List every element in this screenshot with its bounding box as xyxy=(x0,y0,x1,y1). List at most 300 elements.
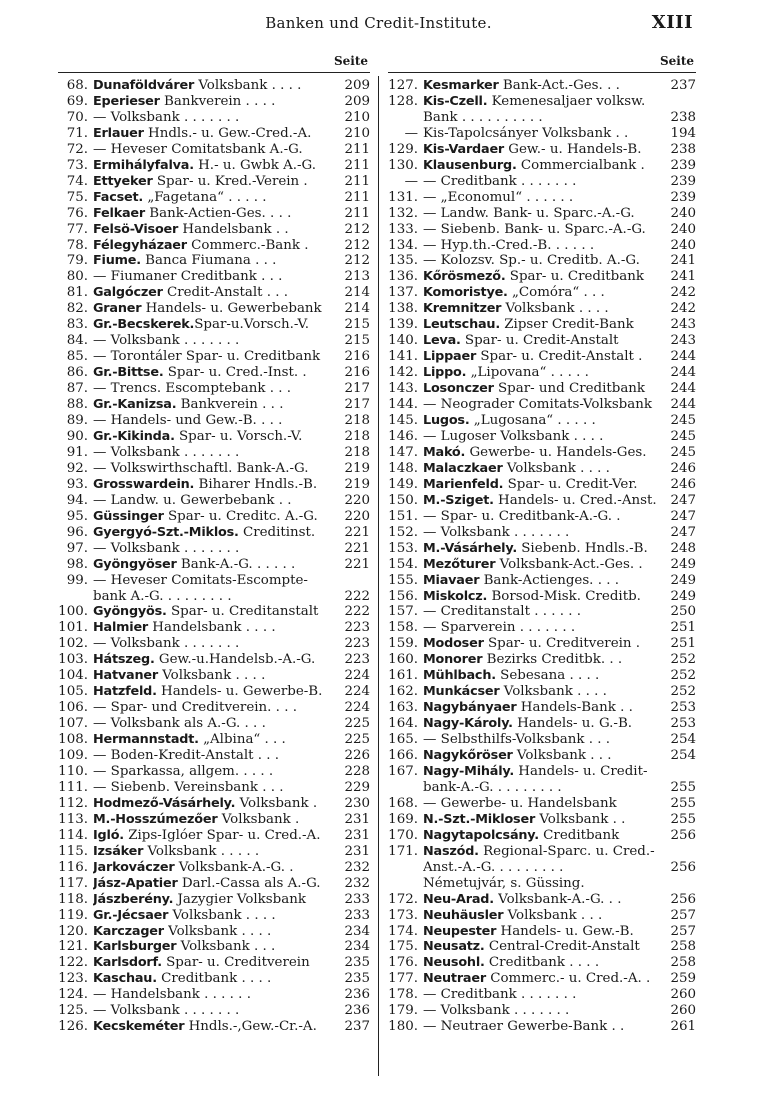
entry-institution: Volksbank . . . xyxy=(503,907,603,923)
entry-institution: Handelsbank . . . . xyxy=(148,620,276,636)
index-entry xyxy=(388,206,696,222)
entry-page: 218 xyxy=(344,428,370,444)
index-entry xyxy=(388,525,696,541)
entry-text xyxy=(93,317,338,333)
entry-place: Nagy-Mihály. xyxy=(423,763,515,779)
entry-text xyxy=(423,908,664,924)
entry-text xyxy=(93,668,338,684)
entry-place: Miavaer xyxy=(423,572,480,588)
entry-text xyxy=(423,477,664,493)
index-entry xyxy=(58,700,370,716)
entry-text xyxy=(93,333,338,349)
entry-number: 101. xyxy=(58,620,88,636)
entry-page: 251 xyxy=(670,620,696,636)
entry-number: 180. xyxy=(388,1019,418,1035)
entry-number: 120. xyxy=(58,923,88,939)
index-entry xyxy=(58,732,370,748)
entry-place: Jarkováczer xyxy=(93,859,175,875)
entry-text xyxy=(423,1003,664,1019)
entry-text xyxy=(93,636,338,652)
entry-institution: Spar- u. Creditverein . xyxy=(483,636,641,652)
entry-text xyxy=(93,349,338,365)
index-entry xyxy=(58,924,370,940)
entry-page: 255 xyxy=(670,779,696,795)
entry-number: 160. xyxy=(388,652,418,668)
entry-text xyxy=(93,285,338,301)
entry-place: Lugos. xyxy=(423,413,470,429)
entry-place: Jász-Apatier xyxy=(93,875,178,891)
entry-institution: Bankverein . . . . xyxy=(159,93,276,109)
entry-page: 253 xyxy=(670,700,696,716)
entry-number: 164. xyxy=(388,716,418,732)
right-column xyxy=(388,54,696,1074)
entry-page: 243 xyxy=(670,333,696,349)
entry-place: Gyöngyöser xyxy=(93,556,177,572)
index-entry xyxy=(388,604,696,620)
entry-page: 244 xyxy=(670,381,696,397)
entry-page: 231 xyxy=(344,811,370,827)
entry-place: Miskolcz. xyxy=(423,588,488,604)
entry-institution: Commerc.-Bank . xyxy=(186,237,309,253)
entry-institution: Volksbank . . . xyxy=(512,748,612,764)
entry-page: 238 xyxy=(670,141,696,157)
entry-page: 231 xyxy=(344,827,370,843)
entry-institution: Creditbank xyxy=(538,827,620,843)
entry-text xyxy=(423,1019,664,1035)
entry-text xyxy=(423,700,664,716)
entry-text xyxy=(423,94,664,110)
entry-page: 261 xyxy=(670,1019,696,1035)
entry-institution: Kis-Tapolcsányer Volksbank . . xyxy=(423,125,629,141)
entry-institution: Handels- u. Gew.-B. xyxy=(496,923,634,939)
entry-text xyxy=(93,860,338,876)
entry-institution: — Siebenb. Vereinsbank . . . xyxy=(93,779,284,795)
entry-place: Marienfeld. xyxy=(423,476,504,492)
entry-institution: Volksbank . . . . xyxy=(501,301,609,317)
entry-institution: — Volksbank . . . . . . . xyxy=(93,1003,240,1019)
index-entry xyxy=(58,238,370,254)
entry-text xyxy=(423,397,664,413)
entry-page: 248 xyxy=(670,540,696,556)
entry-number: 82. xyxy=(66,301,88,317)
entry-place: Modoser xyxy=(423,636,484,652)
index-entry xyxy=(58,94,370,110)
entry-text xyxy=(423,636,664,652)
index-entry xyxy=(388,541,696,557)
entry-text xyxy=(423,939,664,955)
index-entry xyxy=(388,333,696,349)
entry-page: 226 xyxy=(344,748,370,764)
entry-page: 239 xyxy=(670,173,696,189)
index-entry xyxy=(388,828,696,844)
entry-page: 240 xyxy=(670,221,696,237)
entry-text xyxy=(93,445,338,461)
entry-text xyxy=(93,206,338,222)
entry-number: 81. xyxy=(66,285,88,301)
entry-text xyxy=(423,876,664,892)
index-entry xyxy=(388,589,696,605)
index-entry xyxy=(388,461,696,477)
column-divider xyxy=(378,76,379,1076)
entry-number: 173. xyxy=(388,907,418,923)
entry-number: 76. xyxy=(66,205,88,221)
entry-text xyxy=(93,142,338,158)
index-entry xyxy=(58,764,370,780)
entry-page: 236 xyxy=(344,1003,370,1019)
entry-institution: — Lugoser Volksbank . . . . xyxy=(423,428,604,444)
entry-place: Kaschau. xyxy=(93,971,157,987)
entry-institution: Spar- u. Credit-Anstalt xyxy=(460,333,619,349)
index-entry xyxy=(58,1019,370,1035)
entry-institution: Bank-Actien-Ges. . . . xyxy=(145,205,292,221)
entry-place: Nagy-Károly. xyxy=(423,716,513,732)
entry-institution: — Volksbank . . . . . . . xyxy=(93,333,240,349)
entry-number: 126. xyxy=(58,1019,88,1035)
entry-page: 223 xyxy=(344,652,370,668)
index-entry xyxy=(388,190,696,206)
entry-institution: Anst.-A.-G. . . . . . . . . xyxy=(423,859,564,875)
entry-institution: Spar- u. Vorsch.-V. xyxy=(174,428,303,444)
index-entry xyxy=(58,780,370,796)
entry-text xyxy=(93,987,338,1003)
entry-place: Felsö-Visoer xyxy=(93,221,179,237)
entry-text xyxy=(423,796,664,812)
entry-institution: Hndls.- u. Gew.-Cred.-A. xyxy=(143,125,312,141)
entry-institution: Németujvár, s. Güssing. xyxy=(423,875,585,891)
index-entry xyxy=(58,397,370,413)
index-entry xyxy=(388,94,696,110)
entry-page: 216 xyxy=(344,349,370,365)
entry-text xyxy=(423,541,664,557)
index-entry xyxy=(388,987,696,1003)
entry-institution: Volksbank . . xyxy=(535,811,626,827)
index-entry xyxy=(388,971,696,987)
entry-institution: Creditinst. xyxy=(238,524,316,540)
entry-text xyxy=(93,955,338,971)
index-entry xyxy=(58,285,370,301)
entry-number: 150. xyxy=(388,492,418,508)
entry-institution: Volksbank . . . . xyxy=(163,923,272,939)
entry-institution: — Handelsbank . . . . . . xyxy=(93,987,251,1003)
entry-number: 96. xyxy=(66,524,88,540)
entry-number: 152. xyxy=(388,524,418,540)
entry-number: 118. xyxy=(58,891,88,907)
entry-place: Lippo. xyxy=(423,365,467,381)
entry-institution: „Lugosana“ . . . . . xyxy=(469,413,596,429)
entry-number: 172. xyxy=(388,891,418,907)
index-entry xyxy=(58,365,370,381)
entry-number: 69. xyxy=(66,93,88,109)
entry-institution: — Kolozsv. Sp.- u. Creditb. A.-G. xyxy=(423,253,640,269)
entry-number: 98. xyxy=(66,556,88,572)
entry-number: 88. xyxy=(66,397,88,413)
entry-number: 112. xyxy=(58,795,88,811)
index-entry xyxy=(388,716,696,732)
entry-text xyxy=(423,206,664,222)
entry-place: Gr.-Kanizsa. xyxy=(93,397,177,413)
index-entry xyxy=(388,493,696,509)
entry-page: 252 xyxy=(670,684,696,700)
entry-text xyxy=(93,844,338,860)
entry-page: 238 xyxy=(670,109,696,125)
entry-number: 102. xyxy=(58,636,88,652)
index-entry xyxy=(58,1003,370,1019)
entry-institution: — Volksbank . . . . . . . xyxy=(423,524,570,540)
entry-page: 216 xyxy=(344,365,370,381)
entry-place: Neu-Arad. xyxy=(423,891,494,907)
entry-text xyxy=(423,142,664,158)
entry-page: 244 xyxy=(670,365,696,381)
entry-place: Eperieser xyxy=(93,93,160,109)
entry-text xyxy=(93,748,338,764)
entry-institution: Spar- u. Cred.-Inst. . xyxy=(163,365,307,381)
entry-number: 169. xyxy=(388,811,418,827)
entry-text xyxy=(423,285,664,301)
entry-place: Erlauer xyxy=(93,125,144,141)
entry-number: 158. xyxy=(388,620,418,636)
entry-page: 253 xyxy=(670,716,696,732)
entry-number: 155. xyxy=(388,572,418,588)
entry-text xyxy=(93,365,338,381)
entry-text xyxy=(93,174,338,190)
entry-text xyxy=(93,557,338,573)
entry-page: 217 xyxy=(344,397,370,413)
entry-text xyxy=(423,190,664,206)
index-entry xyxy=(58,78,370,94)
entry-text xyxy=(423,461,664,477)
entry-page: 210 xyxy=(344,125,370,141)
entry-page: 214 xyxy=(344,285,370,301)
entry-number: 178. xyxy=(388,987,418,1003)
entry-text xyxy=(93,493,338,509)
entry-page: 211 xyxy=(344,157,370,173)
entry-institution: Volksbank . . . . xyxy=(502,460,610,476)
entry-number: 151. xyxy=(388,508,418,524)
entry-page: 259 xyxy=(670,971,696,987)
entry-institution: Handels- u. Cred.-Anst. xyxy=(493,492,657,508)
entry-text xyxy=(423,349,664,365)
entry-institution: — „Economul“ . . . . . . xyxy=(423,189,574,205)
entry-institution: Volksbank . . . . xyxy=(194,78,302,93)
entry-number: 104. xyxy=(58,668,88,684)
entry-page: 221 xyxy=(344,524,370,540)
entry-text xyxy=(93,716,338,732)
entry-institution: Spar- u. Credit-Ver. xyxy=(503,476,638,492)
entry-place: Fiume. xyxy=(93,253,141,269)
entry-page: 245 xyxy=(670,444,696,460)
index-entry xyxy=(388,477,696,493)
entry-institution: Creditbank . . . . xyxy=(484,955,600,971)
entry-institution: — Volksbank . . . . . . . xyxy=(93,540,240,556)
entry-number: 106. xyxy=(58,700,88,716)
entry-page: 211 xyxy=(344,141,370,157)
entry-number: 156. xyxy=(388,588,418,604)
entry-page: 212 xyxy=(344,253,370,269)
entry-institution: Volksbank-A.-G. . . xyxy=(493,891,622,907)
index-entry xyxy=(388,285,696,301)
entry-institution: Hndls.-,Gew.-Cr.-A. xyxy=(184,1019,317,1035)
entry-institution: Bezirks Creditbk. . . xyxy=(482,652,623,668)
entry-page: 219 xyxy=(344,460,370,476)
entry-page: 240 xyxy=(670,237,696,253)
index-entry xyxy=(388,908,696,924)
index-entry xyxy=(58,828,370,844)
entry-text xyxy=(93,780,338,796)
entry-institution: Commerc.- u. Cred.-A. . xyxy=(485,971,651,987)
index-entry xyxy=(58,748,370,764)
entry-place: Nagybányaer xyxy=(423,700,517,716)
index-entry xyxy=(388,892,696,908)
entry-text xyxy=(423,764,664,780)
entry-place: Naszód. xyxy=(423,843,479,859)
seite-label: Seite xyxy=(58,54,370,73)
index-entry xyxy=(388,636,696,652)
entry-text xyxy=(93,190,338,206)
entry-institution: Spar- u. Creditbank xyxy=(505,269,644,285)
entry-number: 175. xyxy=(388,939,418,955)
entry-institution: Credit-Anstalt . . . xyxy=(162,285,289,301)
entry-text xyxy=(93,908,338,924)
index-entry xyxy=(388,732,696,748)
index-entry xyxy=(388,365,696,381)
entry-institution: Spar- u. Credit-Anstalt . xyxy=(476,349,643,365)
entry-number: 86. xyxy=(66,365,88,381)
entry-page: 231 xyxy=(344,843,370,859)
entry-page: 233 xyxy=(344,907,370,923)
entry-number: 137. xyxy=(388,285,418,301)
entry-page: 256 xyxy=(670,827,696,843)
entry-place: Grosswardein. xyxy=(93,476,195,492)
entry-place: M.-Vásárhely. xyxy=(423,540,517,556)
entry-text xyxy=(93,238,338,254)
entry-number: 97. xyxy=(66,540,88,556)
index-entry xyxy=(58,110,370,126)
index-entry xyxy=(58,860,370,876)
entry-text xyxy=(423,525,664,541)
entry-number: 133. xyxy=(388,221,418,237)
entry-institution: Spar- u. Kred.-Verein . xyxy=(152,173,308,189)
entry-page: 255 xyxy=(670,811,696,827)
entry-number: — xyxy=(404,125,418,141)
entry-place: Mühlbach. xyxy=(423,668,496,684)
index-entry xyxy=(58,477,370,493)
entry-text xyxy=(93,652,338,668)
entry-number: 105. xyxy=(58,684,88,700)
entry-page: 244 xyxy=(670,397,696,413)
index-entry xyxy=(388,939,696,955)
entry-institution: — Heveser Comitats-Escompte- xyxy=(93,572,308,588)
entry-number: 119. xyxy=(58,907,88,923)
entry-page: 225 xyxy=(344,716,370,732)
entry-text xyxy=(423,174,664,190)
entry-text xyxy=(423,748,664,764)
entry-page: 237 xyxy=(344,1019,370,1035)
entry-number: 122. xyxy=(58,955,88,971)
entry-institution: — Spar- und Creditverein. . . . xyxy=(93,700,297,716)
index-entry xyxy=(58,445,370,461)
entry-number: 148. xyxy=(388,460,418,476)
entry-page: 215 xyxy=(344,317,370,333)
entry-text xyxy=(423,828,664,844)
entry-text xyxy=(423,253,664,269)
entry-place: Karczager xyxy=(93,923,164,939)
entry-place: Gr.-Becskerek. xyxy=(93,317,195,333)
entry-page: 244 xyxy=(670,349,696,365)
entry-institution: Spar-u.Vorsch.-V. xyxy=(194,317,310,333)
index-entry xyxy=(388,397,696,413)
entry-institution: Bankverein . . . xyxy=(176,397,284,413)
index-entry xyxy=(58,206,370,222)
entry-number: 157. xyxy=(388,604,418,620)
entry-page: 252 xyxy=(670,668,696,684)
entry-place: Izsáker xyxy=(93,843,144,859)
entry-institution: Spar- u. Creditc. A.-G. xyxy=(163,508,318,524)
index-entry xyxy=(58,684,370,700)
entry-place: Nagykőröser xyxy=(423,748,513,764)
entry-page: 234 xyxy=(344,939,370,955)
entry-number: 87. xyxy=(66,381,88,397)
entry-number: 174. xyxy=(388,923,418,939)
entry-page: 256 xyxy=(670,859,696,875)
entry-number: 85. xyxy=(66,349,88,365)
entry-text xyxy=(93,876,338,892)
entry-institution: Volksbank . xyxy=(217,811,300,827)
entry-institution: — Boden-Kredit-Anstalt . . . xyxy=(93,748,280,764)
entry-institution: Zips-Iglóer Spar- u. Cred.-A. xyxy=(123,827,321,843)
entry-institution: „Comóra“ . . . xyxy=(507,285,605,301)
entry-text xyxy=(93,812,338,828)
entry-text xyxy=(93,397,338,413)
entry-text xyxy=(93,796,338,812)
entry-number: 143. xyxy=(388,381,418,397)
entry-text xyxy=(93,971,338,987)
entry-place: Gr.-Kikinda. xyxy=(93,428,175,444)
entry-institution: Darl.-Cassa als A.-G. xyxy=(177,875,321,891)
entry-page: 241 xyxy=(670,269,696,285)
entry-text xyxy=(93,94,338,110)
entry-number: 165. xyxy=(388,732,418,748)
entry-number: 139. xyxy=(388,317,418,333)
index-entry xyxy=(58,158,370,174)
index-entry xyxy=(58,812,370,828)
entry-institution: Volksbank . xyxy=(235,795,318,811)
entry-institution: — Creditbank . . . . . . . xyxy=(423,987,577,1003)
entry-number: 115. xyxy=(58,843,88,859)
index-entry xyxy=(58,557,370,573)
entry-institution: — Volksbank . . . . . . . xyxy=(423,1003,570,1019)
entry-place: Hatvaner xyxy=(93,668,158,684)
index-entry xyxy=(58,604,370,620)
entry-place: Félegyházaer xyxy=(93,237,187,253)
entry-place: Hátszeg. xyxy=(93,652,155,668)
index-entry xyxy=(58,716,370,732)
entry-number: 149. xyxy=(388,476,418,492)
index-entry xyxy=(388,812,696,828)
index-entry xyxy=(388,796,696,812)
entry-institution: — Trencs. Escomptebank . . . xyxy=(93,381,292,397)
entry-number: 144. xyxy=(388,397,418,413)
entry-institution: Volksbank . . . . . xyxy=(143,843,260,859)
entry-page: 235 xyxy=(344,955,370,971)
entry-place: Karlsdorf. xyxy=(93,955,162,971)
entry-number: 129. xyxy=(388,141,418,157)
entry-text xyxy=(423,716,664,732)
entry-place: Leva. xyxy=(423,333,461,349)
index-entry xyxy=(58,349,370,365)
entry-number: 109. xyxy=(58,748,88,764)
index-entry xyxy=(58,955,370,971)
entry-text xyxy=(423,892,664,908)
